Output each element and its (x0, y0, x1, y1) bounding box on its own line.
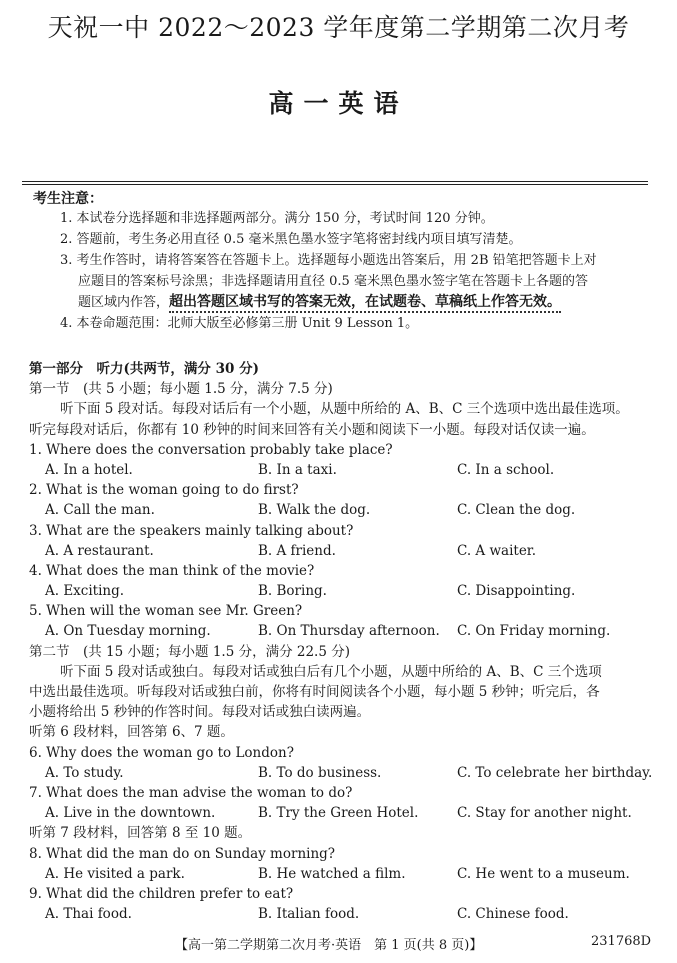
question-stem: 1. Where does the conversation probably take place? (29, 441, 393, 458)
divider-line (22, 184, 648, 185)
option-row (29, 621, 654, 641)
section-heading: 第二节 (共 15 小题；每小题 1.5 分，满分 22.5 分) (29, 643, 350, 660)
notice-item: 1. 本试卷分选择题和非选择题两部分。满分 150 分，考试时间 120 分钟。 (60, 211, 494, 226)
option-row (29, 904, 654, 924)
option-row (29, 541, 654, 561)
question-stem: 8. What did the man do on Sunday morning? (29, 845, 336, 862)
option-b: B. Boring. (258, 583, 327, 600)
option-b: B. Italian food. (258, 906, 360, 923)
option-b: B. On Thursday afternoon. (258, 623, 440, 640)
question-stem: 3. What are the speakers mainly talking about? (29, 522, 354, 539)
question-list (29, 440, 654, 642)
notice-item-continued: 应题目的答案标号涂黑；非选择题请用直径 0.5 毫米黑色墨水签字笔在答题卡上各题的答 (78, 274, 588, 289)
option-b: B. Try the Green Hotel. (258, 805, 419, 822)
option-row (29, 500, 654, 520)
material-note: 听第 7 段材料，回答第 8 至 10 题。 (29, 825, 252, 842)
question-stem: 4. What does the man think of the movie? (29, 562, 315, 579)
option-a: A. Exciting. (45, 583, 125, 600)
option-a: A. Thai food. (45, 906, 132, 923)
option-a: A. On Tuesday morning. (45, 623, 211, 640)
option-row (29, 864, 654, 884)
question-stem: 5. When will the woman see Mr. Green? (29, 603, 303, 620)
option-row (29, 581, 654, 601)
exam-title: 天祝一中 2022～2023 学年度第二学期第二次月考 (47, 13, 630, 42)
option-b: B. In a taxi. (258, 461, 337, 478)
question-stem: 6. Why does the woman go to London? (29, 744, 294, 761)
notice-item: 2. 答题前，考生务必用直径 0.5 毫米黑色墨水签字笔将密封线内项目填写清楚。 (60, 232, 522, 247)
part-heading: 第一部分 听力(共两节，满分 30 分) (29, 361, 259, 377)
notice-item-prefix: 题区域内作答， (78, 295, 170, 310)
option-c: C. Stay for another night. (457, 805, 632, 822)
option-b: B. To do business. (258, 764, 382, 781)
notice-item: 4. 本卷命题范围：北师大版至必修第三册 Unit 9 Lesson 1。 (60, 316, 419, 331)
instruction-line: 听下面 5 段对话。每段对话后有一个小题，从题中所给的 A、B、C 三个选项中选出最佳选项。 (60, 401, 629, 418)
section-heading: 第一节 (共 5 小题；每小题 1.5 分，满分 7.5 分) (29, 381, 333, 398)
option-c: C. On Friday morning. (457, 623, 611, 640)
option-row (29, 803, 654, 823)
option-c: C. A waiter. (457, 542, 537, 559)
notice-emphasis: 超出答题区域书写的答案无效，在试题卷、草稿纸上作答无效。 (169, 294, 561, 313)
option-a: A. Live in the downtown. (45, 805, 216, 822)
option-b: B. He watched a film. (258, 865, 406, 882)
option-a: A. He visited a park. (45, 865, 185, 882)
option-c: C. Clean the dog. (457, 502, 576, 519)
option-c: C. Chinese food. (457, 906, 569, 923)
footer-text: 【高一第二学期第二次月考·英语 第 1 页(共 8 页)】 (175, 938, 483, 953)
notice-item-continued (60, 292, 648, 313)
instruction-line: 中选出最佳选项。听每段对话或独白前，你将有时间阅读各个小题，每小题 5 秒钟；听完后，各 (29, 684, 600, 700)
option-a: A. In a hotel. (45, 461, 133, 478)
footer-code: 231768D (591, 934, 652, 949)
notice-item: 3. 考生作答时，请将答案答在答题卡上。选择题每小题选出答案后，用 2B 铅笔把答题卡上对 (60, 253, 597, 268)
instruction-line: 小题将给出 5 秒钟的作答时间。每段对话或独白读两遍。 (29, 704, 371, 721)
instruction-line: 听完每段对话后，你都有 10 秒钟的时间来回答有关小题和阅读下一小题。每段对话仅读一遍。 (29, 421, 595, 438)
question-stem: 9. What did the children prefer to eat? (29, 885, 294, 902)
notice-heading: 考生注意： (33, 191, 103, 207)
question-stem: 7. What does the man advise the woman to do? (29, 784, 353, 801)
option-c: C. To celebrate her birthday. (457, 764, 653, 781)
question-list (29, 844, 654, 925)
divider-line (22, 181, 648, 182)
option-a: A. To study. (45, 764, 124, 781)
option-c: C. Disappointing. (457, 583, 576, 600)
option-b: B. Walk the dog. (258, 502, 371, 519)
notice-list (60, 208, 648, 334)
listening-part (29, 359, 654, 924)
subject-title: 高一英语 (268, 89, 409, 118)
option-row (29, 763, 654, 783)
option-c: C. He went to a museum. (457, 865, 630, 882)
option-a: A. Call the man. (45, 502, 155, 519)
option-b: B. A friend. (258, 542, 336, 559)
instruction-line: 听下面 5 段对话或独白。每段对话或独白后有几个小题，从题中所给的 A、B、C 三个选项 (60, 663, 602, 680)
option-c: C. In a school. (457, 461, 555, 478)
option-row (29, 460, 654, 480)
question-list (29, 743, 654, 824)
question-stem: 2. What is the woman going to do first? (29, 482, 299, 499)
material-note: 听第 6 段材料，回答第 6、7 题。 (29, 724, 234, 741)
option-a: A. A restaurant. (45, 542, 154, 559)
